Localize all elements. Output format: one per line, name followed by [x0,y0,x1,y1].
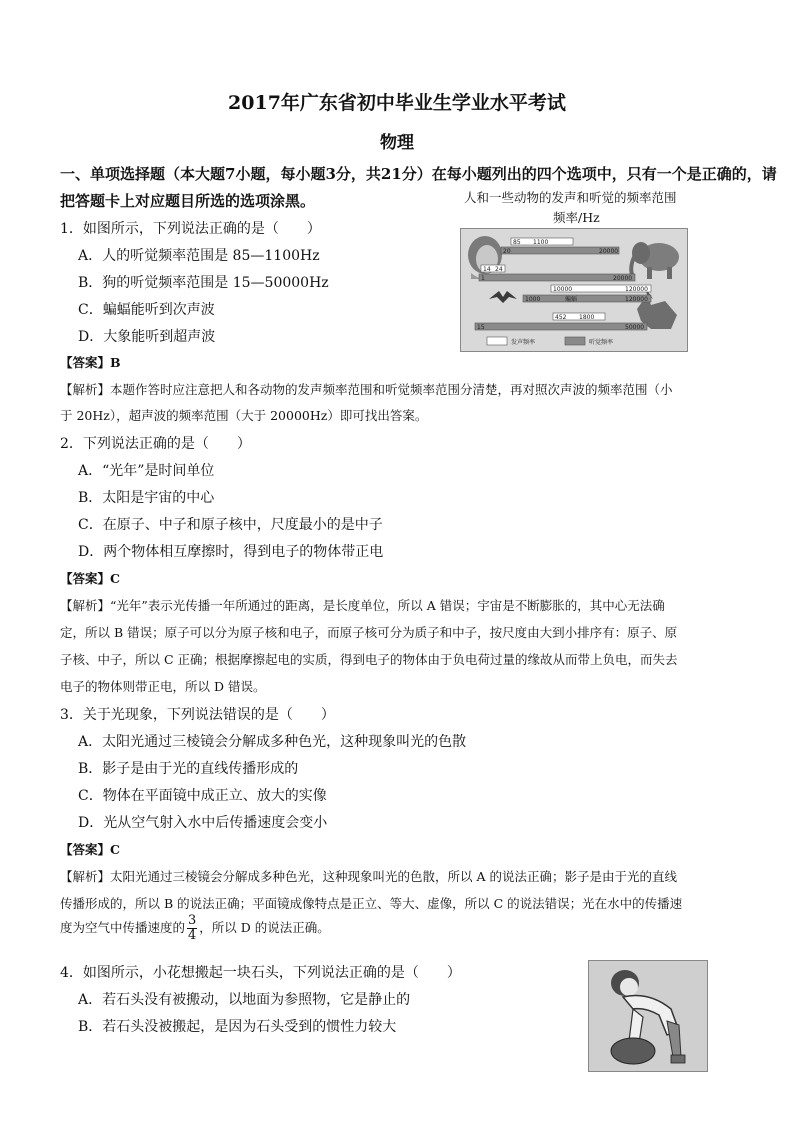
fraction-denominator: 4 [188,928,197,943]
frequency-range-figure [460,228,688,352]
dog-voice-low: 452 [555,314,567,321]
frequency-range-svg [461,229,687,351]
q1-explanation-line2: 于 20Hz），超声波的频率范围（大于 20000Hz）即可找出答案。 [60,408,428,423]
dog-voice-high: 1800 [579,314,595,321]
q2-option-d: D．两个物体相互摩擦时，得到电子的物体带正电 [78,544,384,560]
girl-lifting-stone-icon [589,961,707,1071]
subject-title: 物理 [380,133,414,153]
q2-option-b: B．太阳是宇宙的中心 [78,490,215,506]
legend-voice-label: 发声频率 [511,339,536,346]
human-hear-low: 20 [503,248,511,255]
q4-option-b: B．若石头没被搬起，是因为石头受到的惯性力较大 [78,1019,397,1035]
bat-icon [489,291,517,303]
q3-explanation-line3 [60,914,330,943]
q3-stem: 3．关于光现象，下列说法错误的是（ ） [60,707,335,723]
q1-option-d: D．大象能听到超声波 [78,329,216,345]
bat-hear-high: 120000 [625,296,648,303]
q3-explanation-pre: 度为空气中传播速度的 [60,920,186,935]
elephant-hear-high: 20000 [613,275,633,282]
q3-explanation-line2: 传播形成的，所以 B 的说法正确；平面镜成像特点是正立、等大、虚像，所以 C 的说法错误；光在水中的传播速 [60,896,683,911]
q1-stem: 1．如图所示，下列说法正确的是（ ） [60,221,321,237]
human-voice-high: 1100 [533,239,549,246]
q3-option-d: D．光从空气射入水中后传播速度会变小 [78,815,328,831]
q2-explanation-line4: 电子的物体则带正电，所以 D 错误。 [60,679,266,694]
q2-explanation-line1: 【解析】“光年”表示光传播一年所通过的距离，是长度单位，所以 A 错误；宇宙是不断膨胀的，其中心无法确 [60,598,665,613]
fraction-numerator: 3 [188,913,197,928]
legend-hearing-swatch [565,337,585,345]
q3-option-b: B．影子是由于光的直线传播形成的 [78,761,299,777]
elephant-voice-low: 14 [483,266,491,273]
q3-answer: 【答案】C [60,842,120,857]
bat-label: 蝙蝠 [565,296,578,303]
elephant-icon [631,242,679,279]
q1-option-a: A．人的听觉频率范围是 85—1100Hz [78,248,320,264]
q1-option-b: B．狗的听觉频率范围是 15—50000Hz [78,275,329,291]
dog-hear-high: 50000 [625,324,645,331]
legend-hearing-label: 听觉频率 [589,339,614,346]
human-hear-high: 20000 [599,248,619,255]
elephant-voice-high: 24 [495,266,503,273]
q1-option-c: C．蝙蝠能听到次声波 [78,302,215,318]
q3-explanation-post: ，所以 D 的说法正确。 [199,920,330,935]
dog-hear-low: 15 [477,324,485,331]
q1-answer: 【答案】B [60,355,121,370]
legend-voice-swatch [487,337,507,345]
bat-voice-high: 120000 [625,286,648,293]
elephant-hear-low: 1 [481,275,485,282]
q3-explanation-line1: 【解析】太阳光通过三棱镜会分解成多种色光，这种现象叫光的色散，所以 A 的说法正确；影子是由于光的直线 [60,869,677,884]
q2-explanation-line3: 子核、中子，所以 C 正确；根据摩擦起电的实质，得到电子的物体由于负电荷过量的缘故从而带上负电，而失去 [60,652,678,667]
q3-option-c: C．物体在平面镜中成正立、放大的实像 [78,788,327,804]
bat-hear-low: 1000 [525,296,541,303]
bat-voice-low: 10000 [553,286,573,293]
q4-option-a: A．若石头没有被搬动，以地面为参照物，它是静止的 [78,992,411,1008]
figure1-caption: 人和一些动物的发声和听觉的频率范围 [464,190,677,205]
q2-explanation-line2: 定，所以 B 错误；原子可以分为原子核和电子，而原子核可分为质子和中子，按尺度由大到小排序有：原子、原 [60,625,678,640]
q2-stem: 2．下列说法正确的是（ ） [60,436,251,452]
section-heading-line2: 把答题卡上对应题目所选的选项涂黑。 [60,192,316,210]
fraction-three-quarters [187,914,197,943]
figure1-axis-caption: 频率/Hz [553,210,600,225]
q4-stem: 4．如图所示，小花想搬起一块石头，下列说法正确的是（ ） [60,965,461,981]
section-heading-line1: 一、单项选择题（本大题7小题，每小题3分，共21分）在每小题列出的四个选项中，只有一个是正确的，请 [60,165,777,183]
q2-option-a: A．“光年”是时间单位 [78,463,215,479]
q3-option-a: A．太阳光通过三棱镜会分解成多种色光，这种现象叫光的色散 [78,734,467,750]
q2-option-c: C．在原子、中子和原子核中，尺度最小的是中子 [78,517,383,533]
q1-explanation-line1: 【解析】本题作答时应注意把人和各动物的发声频率范围和听觉频率范围分清楚，再对照次声波的频率范围（小 [60,382,673,397]
human-voice-low: 85 [513,239,521,246]
q2-answer: 【答案】C [60,571,120,586]
page-title: 2017年广东省初中毕业生学业水平考试 [228,92,566,114]
girl-lifting-stone-figure [588,960,708,1072]
